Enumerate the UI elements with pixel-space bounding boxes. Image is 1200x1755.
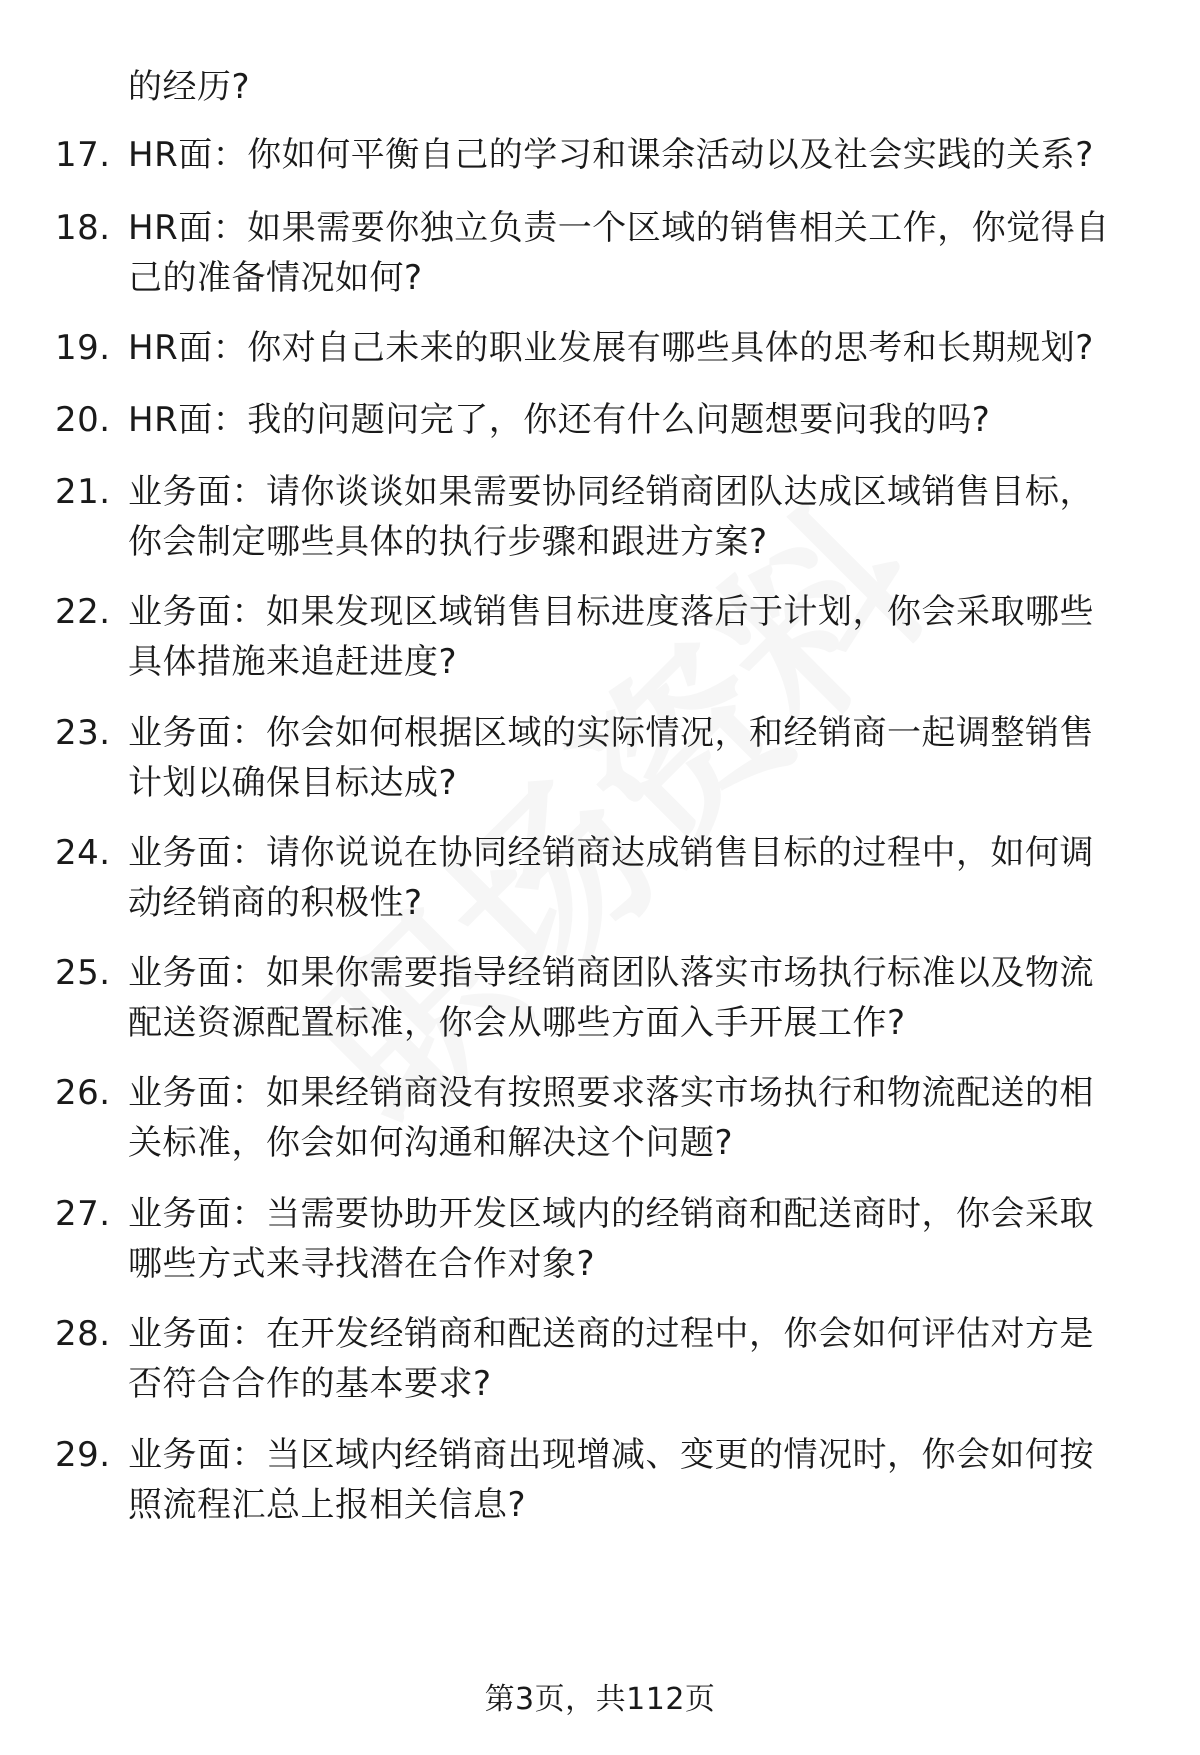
question-text	[128, 467, 1148, 567]
question-text	[128, 828, 1148, 928]
question-text	[128, 1068, 1148, 1168]
question-number: 19.	[55, 328, 111, 368]
question-line: 业务面：请你说说在协同经销商达成销售目标的过程中，如何调	[128, 833, 1094, 873]
question-line: 关标准，你会如何沟通和解决这个问题?	[128, 1123, 734, 1163]
question-line: 业务面：你会如何根据区域的实际情况，和经销商一起调整销售	[128, 713, 1094, 753]
question-line: HR面：你如何平衡自己的学习和课余活动以及社会实践的关系?	[128, 135, 1094, 175]
question-text	[128, 323, 1148, 373]
question-text	[128, 1430, 1148, 1530]
question-line: 己的准备情况如何?	[128, 258, 423, 298]
question-number: 25.	[55, 953, 111, 993]
question-text	[128, 130, 1148, 180]
question-number: 17.	[55, 135, 111, 175]
question-line: 业务面：当需要协助开发区域内的经销商和配送商时，你会采取	[128, 1194, 1094, 1234]
question-line: 业务面：请你谈谈如果需要协同经销商团队达成区域销售目标，	[128, 472, 1094, 512]
question-text	[128, 203, 1148, 303]
question-line: 动经销商的积极性?	[128, 883, 423, 923]
question-number: 24.	[55, 833, 111, 873]
question-line: 业务面：在开发经销商和配送商的过程中，你会如何评估对方是	[128, 1314, 1094, 1354]
question-line: 照流程汇总上报相关信息?	[128, 1485, 527, 1525]
question-text	[128, 587, 1148, 687]
question-line: 配送资源配置标准，你会从哪些方面入手开展工作?	[128, 1003, 906, 1043]
question-line: 你会制定哪些具体的执行步骤和跟进方案?	[128, 522, 768, 562]
question-text	[128, 948, 1148, 1048]
question-line: 否符合合作的基本要求?	[128, 1364, 492, 1404]
continued-question-text: 的经历?	[128, 67, 251, 107]
question-text	[128, 708, 1148, 808]
question-line: 哪些方式来寻找潜在合作对象?	[128, 1244, 596, 1284]
question-number: 23.	[55, 713, 111, 753]
page-number-footer: 第3页，共112页	[484, 1682, 716, 1717]
question-line: HR面：如果需要你独立负责一个区域的销售相关工作，你觉得自	[128, 208, 1110, 248]
question-text	[128, 1189, 1148, 1289]
question-line: 业务面：如果经销商没有按照要求落实市场执行和物流配送的相	[128, 1073, 1094, 1113]
question-number: 29.	[55, 1435, 111, 1475]
question-number: 22.	[55, 592, 111, 632]
question-number: 28.	[55, 1314, 111, 1354]
question-line: 业务面：如果你需要指导经销商团队落实市场执行标准以及物流	[128, 953, 1094, 993]
question-number: 27.	[55, 1194, 111, 1234]
question-line: 业务面：当区域内经销商出现增减、变更的情况时，你会如何按	[128, 1435, 1094, 1475]
question-line: 具体措施来追赶进度?	[128, 642, 458, 682]
question-line: 计划以确保目标达成?	[128, 763, 458, 803]
question-line: HR面：你对自己未来的职业发展有哪些具体的思考和长期规划?	[128, 328, 1094, 368]
question-number: 20.	[55, 400, 111, 440]
question-line: 业务面：如果发现区域销售目标进度落后于计划，你会采取哪些	[128, 592, 1094, 632]
question-number: 18.	[55, 208, 111, 248]
question-number: 26.	[55, 1073, 111, 1113]
question-number: 21.	[55, 472, 111, 512]
question-text	[128, 395, 1148, 445]
question-line: HR面：我的问题问完了，你还有什么问题想要问我的吗?	[128, 400, 991, 440]
question-text	[128, 1309, 1148, 1409]
